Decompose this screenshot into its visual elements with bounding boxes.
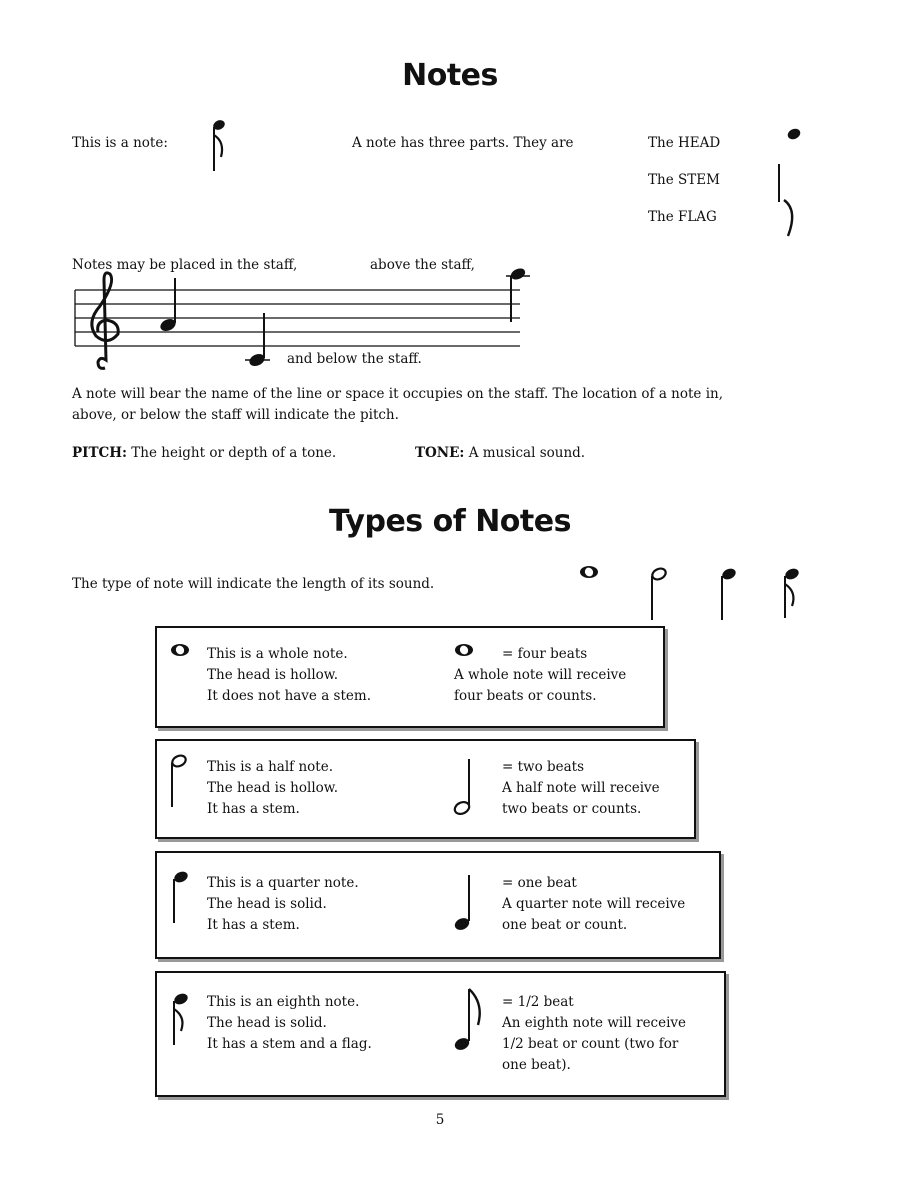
above-staff-label: above the staff, xyxy=(370,257,475,273)
whole-note-box xyxy=(155,626,665,728)
note-types-icons xyxy=(575,562,815,628)
pitch-definition: PITCH: The height or depth of a tone. xyxy=(72,445,337,461)
page-number: 5 xyxy=(435,1112,445,1128)
in-staff-label: Notes may be placed in the staff, xyxy=(72,257,298,273)
whole-note-icon xyxy=(169,642,193,660)
whole-note-icon xyxy=(580,566,598,578)
part-stem-label: The STEM xyxy=(648,172,720,188)
eighth-note-icon xyxy=(784,567,801,618)
staff-note-above xyxy=(506,266,530,322)
quarter-note-description: This is a quarter note. The head is solid. It has a stem. xyxy=(207,875,359,933)
types-title: Types of Notes xyxy=(329,504,571,539)
whole-note-beats: = four beats A whole note will receive four beats or counts. xyxy=(454,646,627,704)
half-note-icon xyxy=(450,755,476,819)
part-flag-label: The FLAG xyxy=(648,209,717,225)
half-note-box xyxy=(155,739,696,839)
half-note-description: This is a half note. The head is hollow. It has a stem. xyxy=(207,759,339,817)
eighth-note-description: This is an eighth note. The head is solid. It has a stem and a flag. xyxy=(207,994,372,1052)
note-flag-icon xyxy=(780,198,802,240)
notes-title: Notes xyxy=(402,58,498,93)
quarter-note-box xyxy=(155,851,721,959)
eighth-note-beats: = 1/2 beat An eighth note will receive 1/2 beat or count (two for one beat). xyxy=(502,994,687,1073)
tone-definition: TONE: A musical sound. xyxy=(415,445,586,461)
quarter-note-icon xyxy=(450,871,476,935)
three-parts-label: A note has three parts. They are xyxy=(352,135,574,151)
below-staff-label: and below the staff. xyxy=(287,351,422,367)
note-head-icon xyxy=(782,124,806,144)
eighth-note-icon xyxy=(205,115,235,175)
half-note-beats: = two beats A half note will receive two beats or counts. xyxy=(502,759,660,817)
half-note-icon xyxy=(651,567,668,620)
staff-note-below xyxy=(245,313,270,368)
types-intro: The type of note will indicate the length of its sound. xyxy=(72,576,435,592)
part-head-label: The HEAD xyxy=(648,135,721,151)
eighth-note-icon xyxy=(450,985,486,1055)
staff-note-in xyxy=(158,278,177,333)
treble-clef-icon xyxy=(92,273,118,369)
quarter-note-icon xyxy=(167,867,191,927)
eighth-note-box xyxy=(155,971,726,1097)
quarter-note-beats: = one beat A quarter note will receive one beat or count. xyxy=(502,875,686,933)
this-is-a-note-label: This is a note: xyxy=(72,135,168,151)
eighth-note-icon xyxy=(167,989,193,1049)
half-note-icon xyxy=(165,751,189,811)
pitch-paragraph: A note will bear the name of the line or space it occupies on the staff. The location of a note in, above, or below the staff will indicate the pitch. xyxy=(72,386,724,423)
whole-note-description: This is a whole note. The head is hollow. It does not have a stem. xyxy=(207,646,371,704)
quarter-note-icon xyxy=(721,567,738,620)
